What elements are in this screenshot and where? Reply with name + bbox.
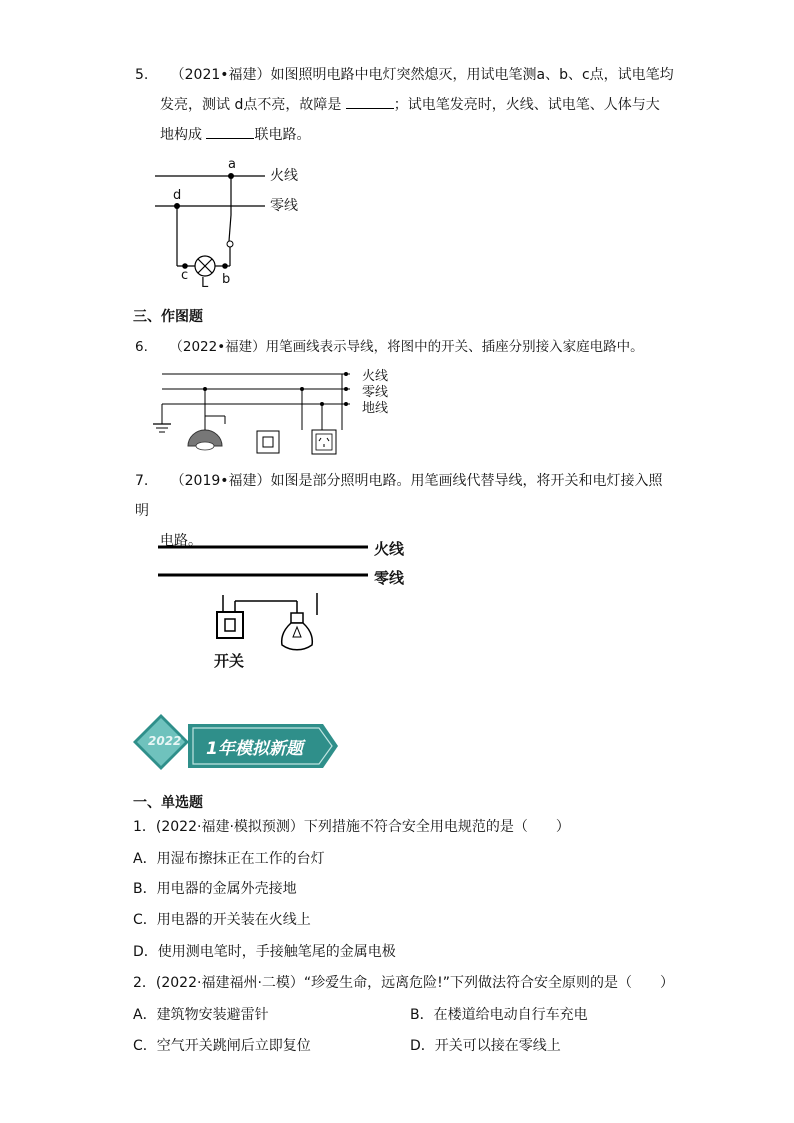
question-5-line2: 发亮，测试 d点不亮，故障是 ；试电笔发亮时，火线、试电笔、人体与大 [135,90,675,120]
zero-wire-label: 零线 [270,198,298,214]
mc-question-1-stem: 1．(2022·福建·模拟预测）下列措施不符合安全用电规范的是（ ） [133,819,570,835]
question-7: 7. （2019•福建）如图是部分照明电路。用笔画线代替导线，将开关和电灯接入照明 电路。 [135,473,663,549]
question-number: 6. [135,339,148,355]
answer-blank [206,124,254,139]
banner-title: 1年模拟新题 [206,739,303,759]
section-title: 三、作图题 [133,309,203,325]
mc2-option-a: A．建筑物安装避雷针 [133,1007,269,1023]
zero-wire-label: 零线 [374,569,405,587]
question-5-line3: 地构成 联电路。 [135,120,675,150]
mc2-option-c: C．空气开关跳闸后立即复位 [133,1038,311,1054]
switch-label: 开关 [214,652,245,670]
question-5 [135,60,675,150]
mc1-option-a: A．用湿布擦抹正在工作的台灯 [133,851,325,867]
section-title: 一、单选题 [133,795,203,811]
question-6: 6. （2022•福建）用笔画线表示导线，将图中的开关、插座分别接入家庭电路中。 [135,339,644,355]
label-c: c [181,268,189,283]
fire-wire-label: 火线 [362,369,389,384]
mc-question-2-stem: 2．(2022·福建福州·二模）“珍爱生命，远离危险!”下列做法符合安全原则的是（ ） [133,975,675,991]
banner-year: 2022 [148,734,182,748]
mc1-option-d: D．使用测电笔时，手接触笔尾的金属电极 [133,944,396,960]
label-a: a [228,157,236,172]
circuit-diagram-q7 [155,535,375,670]
label-d: d [173,188,182,203]
mc1-option-c: C．用电器的开关装在火线上 [133,912,311,928]
label-b: b [222,272,231,287]
question-number: 5. [135,67,149,83]
label-L: L [201,276,209,291]
fire-wire-label: 火线 [374,540,405,558]
question-number: 7. [135,473,149,489]
ground-wire-label: 地线 [362,401,389,416]
answer-blank [346,94,394,109]
mc2-option-d: D．开关可以接在零线上 [410,1038,561,1054]
mc2-option-b: B．在楼道给电动自行车充电 [410,1007,588,1023]
fire-wire-label: 火线 [270,168,298,184]
mc1-option-b: B．用电器的金属外壳接地 [133,881,297,897]
question-5-line1: 5. （2021•福建）如图照明电路中电灯突然熄灭，用试电笔测a、b、c点，试电笔均 [135,67,674,83]
zero-wire-label: 零线 [362,385,389,400]
